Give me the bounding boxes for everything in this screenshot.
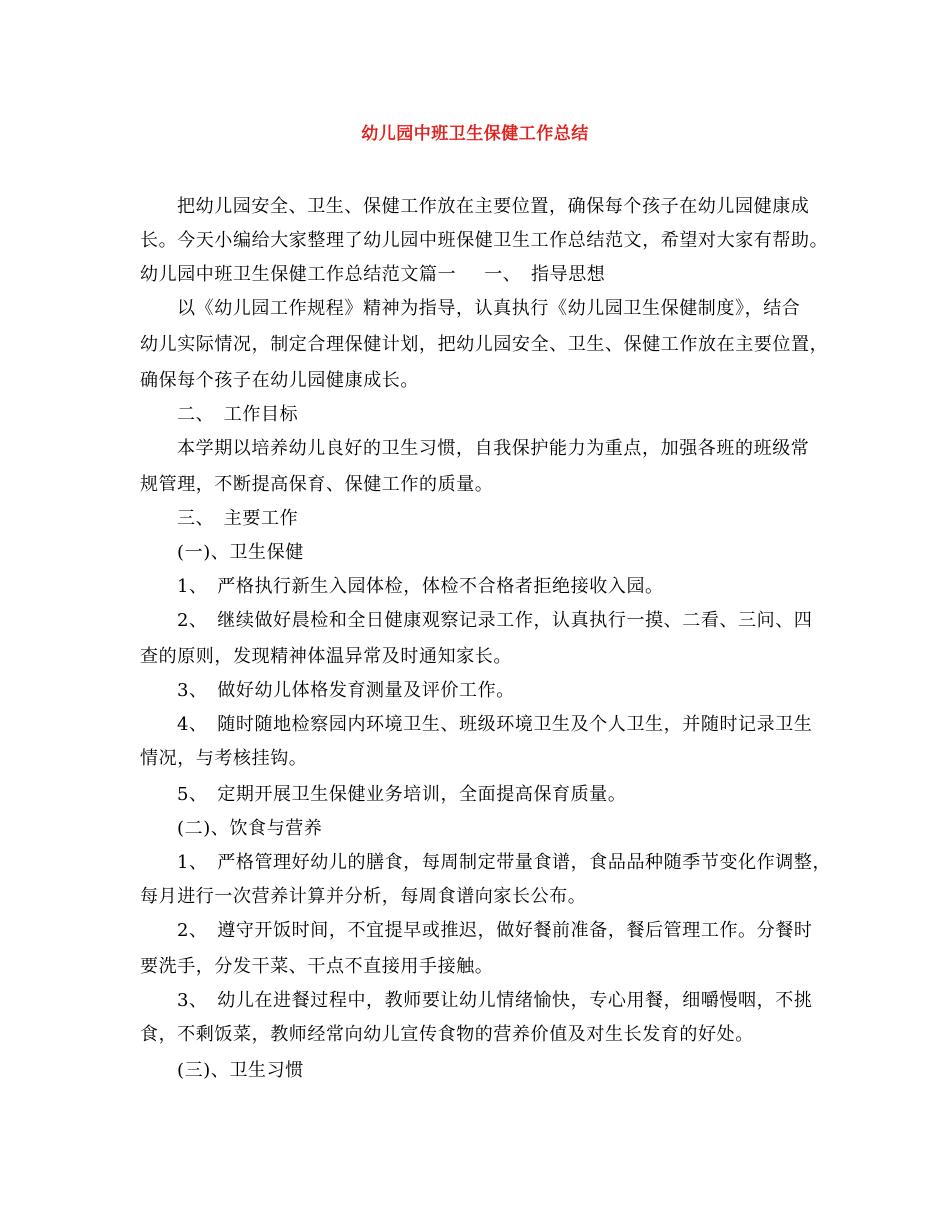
list-item: 3、 做好幼儿体格发育测量及评价工作。 xyxy=(177,680,515,701)
paragraph-line: 把幼儿园安全、卫生、保健工作放在主要位置，确保每个孩子在幼儿园健康成 xyxy=(177,196,810,217)
list-item: 4、 随时随地检察园内环境卫生、班级环境卫生及个人卫生，并随时记录卫生 xyxy=(177,714,813,735)
list-item: 5、 定期开展卫生保健业务培训，全面提高保育质量。 xyxy=(177,784,627,805)
list-item: 2、 遵守开饭时间，不宜提早或推迟，做好餐前准备，餐后管理工作。分餐时 xyxy=(177,920,813,941)
list-item: 2、 继续做好晨检和全日健康观察记录工作，认真执行一摸、二看、三问、四 xyxy=(177,610,813,631)
paragraph-line: 规管理，不断提高保育、保健工作的质量。 xyxy=(140,474,494,495)
subsection-heading: (三)、卫生习惯 xyxy=(177,1060,304,1081)
paragraph-line: 幼儿实际情况，制定合理保健计划，把幼儿园安全、卫生、保健工作放在主要位置， xyxy=(140,334,829,355)
section-heading: 三、 主要工作 xyxy=(177,508,299,529)
list-item-continuation: 每月进行一次营养计算并分析，每周食谱向家长公布。 xyxy=(140,886,587,907)
document-title: 幼儿园中班卫生保健工作总结 xyxy=(361,124,589,144)
paragraph-line: 长。今天小编给大家整理了幼儿园中班保健卫生工作总结范文，希望对大家有帮助。 xyxy=(140,230,829,251)
list-item-continuation: 食，不剩饭菜，教师经常向幼儿宣传食物的营养价值及对生长发育的好处。 xyxy=(140,1024,754,1045)
subsection-heading: (一)、卫生保健 xyxy=(177,542,304,563)
paragraph-line: 确保每个孩子在幼儿园健康成长。 xyxy=(140,370,419,391)
paragraph-line: 本学期以培养幼儿良好的卫生习惯，自我保护能力为重点，加强各班的班级常 xyxy=(177,438,810,459)
list-item: 1、 严格管理好幼儿的膳食，每周制定带量食谱，食品品种随季节变化作调整， xyxy=(177,852,832,873)
section-heading: 一、 指导思想 xyxy=(484,264,606,285)
section-subtitle: 幼儿园中班卫生保健工作总结范文篇一 xyxy=(140,264,457,285)
list-item-continuation: 查的原则，发现精神体温异常及时通知家长。 xyxy=(140,646,512,667)
list-item: 3、 幼儿在进餐过程中，教师要让幼儿情绪愉快，专心用餐，细嚼慢咽，不挑 xyxy=(177,990,813,1011)
subsection-heading: (二)、饮食与营养 xyxy=(177,818,323,839)
list-item: 1、 严格执行新生入园体检，体检不合格者拒绝接收入园。 xyxy=(177,576,664,597)
paragraph-line: 以《幼儿园工作规程》精神为指导，认真执行《幼儿园卫生保健制度》，结合 xyxy=(177,298,801,319)
list-item-continuation: 要洗手，分发干菜、干点不直接用手接触。 xyxy=(140,956,494,977)
section-line xyxy=(140,262,605,288)
list-item-continuation: 情况，与考核挂钩。 xyxy=(140,748,308,769)
section-heading: 二、 工作目标 xyxy=(177,404,299,425)
